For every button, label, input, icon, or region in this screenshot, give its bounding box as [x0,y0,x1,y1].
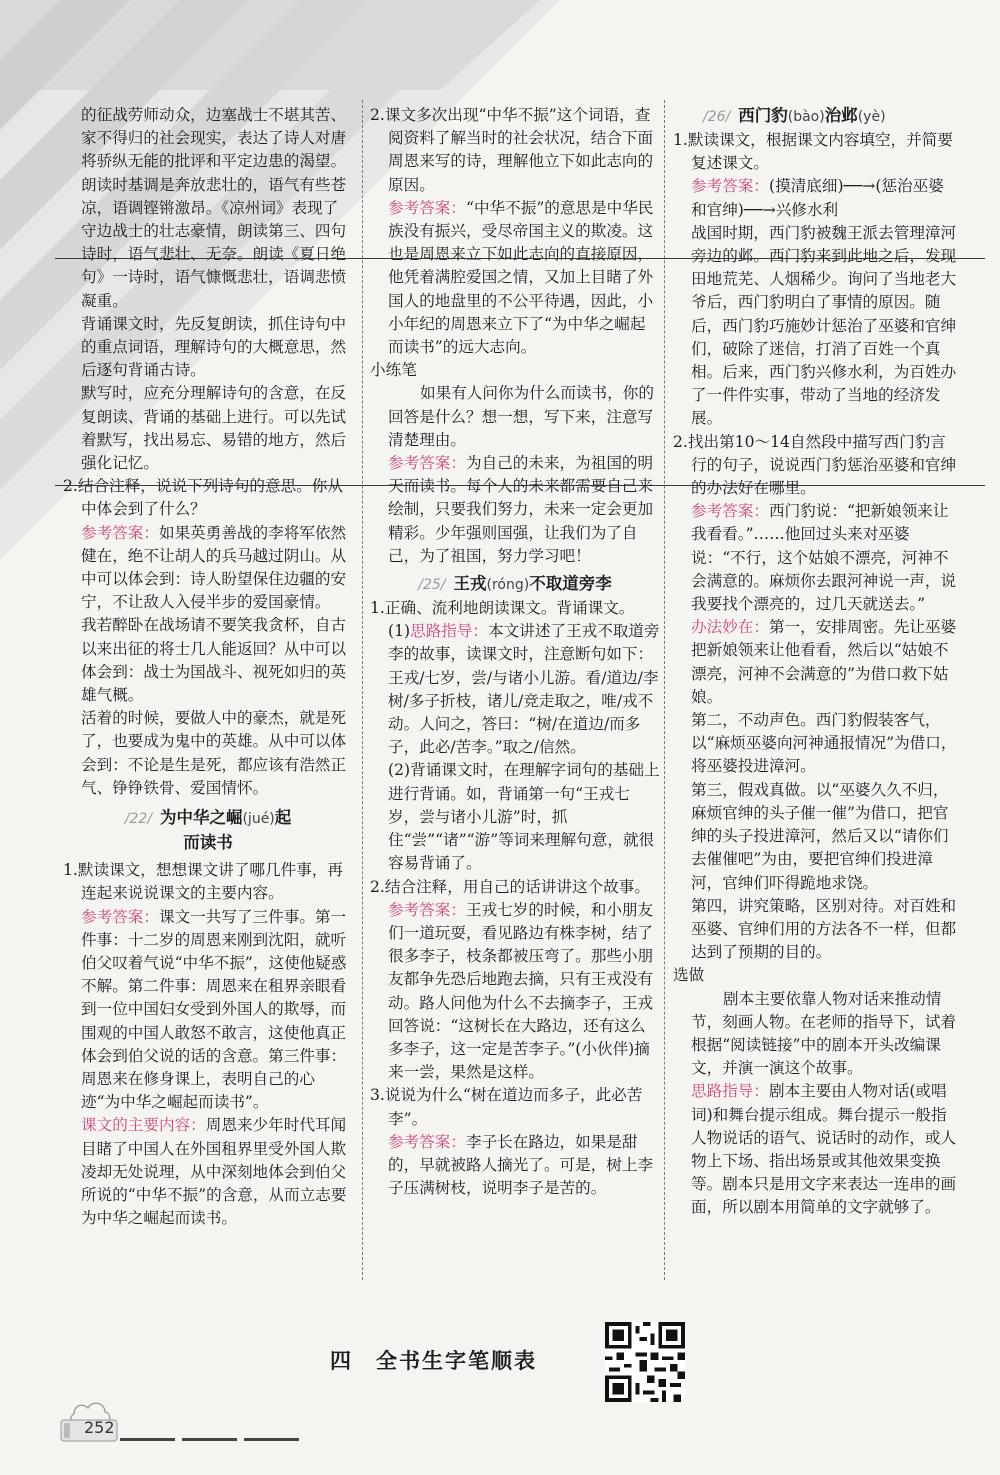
answer-label: 参考答案： [691,502,769,521]
paragraph: 背诵课文时，先反复朗读，抓住诗句中的重点词语，理解诗句的大概意思，然后逐句背诵古诗。 [81,314,347,380]
paragraph: 战国时期，西门豹被魏王派去管理漳河旁边的邺。西门豹来到此地之后，发现田地荒芜、人烟稀少。询问了当地老大爷后，西门豹明白了事情的原因。随后，西门豹巧施妙计惩治了巫婆和官绅们，破除了迷信，打消了百姓一个真相。后来，西门豹兴修水利，为百姓办了一件件实事，带动了当地的经济发展。 [691,223,957,428]
column-2: 2.课文多次出现“中华不振”这个词语，查阅资料了解当时的社会状况，结合下面周恩来写的诗，理解他立下如此志向的原因。 参考答案：“中华不振”的意思是中华民族没有振兴，受尽帝国主义的欺凌。这也是周恩来立下如此志向的直接原因，他凭着满腔爱国之情，又加上目睹了外国人的地盘里的不公平待遇，因此，小小年纪的周恩来立下了“为中华之崛起而读书”的远大志向。 小练笔 如果有人问你为什么而读书，你的回答是什么？想一想，写下来，注意写清楚理由。 参考答案：为自己的未来，为祖国的明天而读书。每个人的未来都需要自己来绘制，只要我们努力，未来一定会更加精彩。少年强则国强，让我们为了自己，为了祖国，努力学习吧！ /25/ 王戎(róng)不取道旁李 1.正确、流利地朗读课文。背诵课文。 (1)思路指导：本文讲述了王戎不取道旁李的故事，读课文时，注意断句如下： 王戎/七岁，尝/与诸小儿游。看/道边/李树/多子折枝，诸儿/竞走取之，唯/戎不动。人问之，答曰：“树/在道边/而多子，此必/苦李。”取之/信然。 (2)背诵课文时，在理解字词句的基础上进行背诵。如，背诵第一句“王戎七岁，尝与诸小儿游”时，抓住“尝”“诸”“游”等词来理解句意，就很容易背诵了。 2.结合注释，用自己的话讲讲这个故事。 参考答案：王戎七岁的时候，和小朋友们一道玩耍，看见路边有株李树，结了很多李子，枝条都被压弯了。那些小朋友都争先恐后地跑去摘，只有王戎没有动。路人问他为什么不去摘李子，王戎回答说：“这树长在大路边，还有这么多李子，这一定是苦李子。”(小伙伴)摘来一尝，果然是这样。 3.说说为什么“树在道边而多子，此必苦李”。 参考答案：李子长在路边，如果是甜的，早就被路人摘光了。可是，树上李子压满树枝，说明李子是苦的。 [370,106,660,1198]
section-heading-line2: 而读书 [183,833,233,853]
question: 1.默读课文，根据课文内容填空，并简要复述课文。 [673,131,953,173]
paragraph: 第二，不动声色。西门豹假装客气，以“麻烦巫婆向河神通报情况”为借口，将巫婆投进漳河。 [691,711,957,776]
answer-label: 参考答案： [81,907,159,926]
answer-label: 参考答案： [388,198,466,217]
footer-decoration [120,1436,300,1442]
answer-label: 办法妙在： [691,618,769,637]
answer-text: 周恩来少年时代耳闻目睹了中国人在外国租界里受外国人欺凌却无处说理，从中深刻地体会到伯父所说的“中华不振”的含意，从而立志要为中华之崛起而读书。 [81,1116,347,1228]
column-divider-1 [362,100,363,1280]
answer-label: 参考答案： [388,454,466,473]
section-heading: /25/ 王戎(róng)不取道旁李 [418,574,612,594]
column-3: /26/ 西门豹(bào)治邺(yè) 1.默读课文，根据课文内容填空，并简要复述课文。 参考答案：(摸清底细)──→(惩治巫婆和官绅)──→兴修水利 战国时期，西门豹被魏王派去管理漳河旁边的邺。西门豹来到此地之后，发现田地荒芜、人烟稀少。询问了当地老大爷后，西门豹明白了事情的原因。随后，西门豹巧施妙计惩治了巫婆和官绅们，破除了迷信，打消了百姓一个真相。后来，西门豹兴修水利，为百姓办了一件件实事，带动了当地的经济发展。 2.找出第10～14自然段中描写西门豹言行的句子，说说西门豹惩治巫婆和官绅的办法好在哪里。 参考答案：西门豹说：“把新娘领来让我看看。”……他回过头来对巫婆说：“不行，这个姑娘不漂亮，河神不会满意的。麻烦你去跟河神说一声，说我要找个漂亮的，过几天就送去。” 办法妙在：第一，安排周密。先让巫婆把新娘领来让他看看，然后以“姑娘不漂亮，河神不会满意的”为借口救下姑娘。 第二，不动声色。西门豹假装客气，以“麻烦巫婆向河神通报情况”为借口，将巫婆投进漳河。 第三，假戏真做。以“巫婆久久不归，麻烦官绅的头子催一催”为借口，把官绅的头子投进漳河，然后又以“请你们去催催吧”为由，要把官绅们投进漳河，官绅们吓得跪地求饶。 第四，讲究策略，区别对待。对百姓和巫婆、官绅们用的方法各不一样，但都达到了预期的目的。 选做 剧本主要依靠人物对话来推动情节，刻画人物。在老师的指导下，试着根据“阅读链接”中的剧本开头改编课文，并演一演这个故事。 思路指导：剧本主要由人物对话(或唱词)和舞台提示组成。舞台提示一般指人物说话的语气、说话时的动作，或人物上下场、指出场景或其他效果变换等。剧本只是用文字来表达一连串的画面，所以剧本用简单的文字就够了。 [673,106,957,1217]
column-1 [63,104,353,1230]
elective-question: 剧本主要依靠人物对话来推动情节，刻画人物。在老师的指导下，试着根据“阅读链接”中的剧本开头改编课文，并演一演这个故事。 [691,989,957,1078]
appendix-section-title: 四 全书生字笔顺表 [330,1349,537,1373]
question: 3.说说为什么“树在道边而多子，此必苦李”。 [370,1086,643,1128]
page-number: 252 [84,1418,115,1437]
question: 1.默读课文，想想课文讲了哪几件事，再连起来说说课文的主要内容。 [63,861,343,903]
pause-marked-text: 王戎/七岁，尝/与诸小儿游。看/道边/李树/多子折枝，诸儿/竞走取之，唯/戎不动。人问之，答曰：“树/在道边/而多子，此必/苦李。”取之/信然。 [388,668,659,757]
answer-text: 西门豹说：“把新娘领来让我看看。”……他回过头来对巫婆说：“不行，这个姑娘不漂亮，河神不会满意的。麻烦你去跟河神说一声，说我要找个漂亮的，过几天就送去。” [691,502,957,614]
guide-label: 思路指导： [691,1082,769,1101]
answer-text: 王戎七岁的时候，和小朋友们一道玩耍，看见路边有株李树，结了很多李子，枝条都被压弯了。那些小朋友都争先恐后地跑去摘，只有王戎没有动。路人问他为什么不去摘李子，王戎回答说：“这树长在大路边，还有这么多李子，这一定是苦李子。”(小伙伴)摘来一尝，果然是这样。 [388,900,654,1082]
qr-code-icon[interactable] [605,1322,685,1402]
answer-label: 参考答案： [388,900,466,919]
practice-question: 如果有人问你为什么而读书，你的回答是什么？想一想，写下来，注意写清楚理由。 [388,384,654,449]
answer-text: 为自己的未来，为祖国的明天而读书。每个人的未来都需要自己来绘制，只要我们努力，未来一定会更加精彩。少年强则国强，让我们为了自己，为了祖国，努力学习吧！ [388,454,654,565]
answer-label: 课文的主要内容： [81,1116,206,1135]
question: 2.找出第10～14自然段中描写西门豹言行的句子，说说西门豹惩治巫婆和官绅的办法好在哪里。 [673,432,957,498]
paragraph: 活着的时候，要做人中的豪杰，就是死了，也要成为鬼中的英雄。从中可以体会到：不论是生是死，都应该有浩然正气、铮铮铁骨、爱国情怀。 [81,709,347,797]
column-divider-2 [664,100,665,1280]
section-heading: /26/ 西门豹(bào)治邺(yè) [703,106,886,125]
answer-label: 参考答案： [81,523,159,542]
question: 2.结合注释，说说下列诗句的意思。你从中体会到了什么？ [63,477,343,519]
answer-text: 剧本主要由人物对话(或唱词)和舞台提示组成。舞台提示一般指人物说话的语气、说话时的动作，或人物上下场、指出场景或其他效果变换等。剧本只是用文字来表达一连串的画面，所以剧本用简单的文字就够了。 [691,1082,957,1217]
paragraph: 默写时，应充分理解诗句的含意，在反复朗读、背诵的基础上进行。可以先试着默写，找出易忘、易错的地方，然后强化记忆。 [81,384,347,473]
question: 2.课文多次出现“中华不振”这个词语，查阅资料了解当时的社会状况，结合下面周恩来写的诗，理解他立下如此志向的原因。 [370,106,654,194]
paragraph: 第三，假戏真做。以“巫婆久久不归，麻烦官绅的头子催一催”为借口，把官绅的头子投进漳河，然后又以“请你们去催催吧”为由，要把官绅们投进漳河，官绅们吓得跪地求饶。 [691,780,949,892]
answer-label: 参考答案： [388,1132,466,1151]
answer-text: (摸清底细)──→(惩治巫婆和官绅)──→兴修水利 [691,177,944,219]
paragraph: 的征战劳师动众，边塞战士不堪其苦、家不得归的社会现实，表达了诗人对唐将骄纵无能的批评和平定边患的渴望。朗读时基调是奔放悲壮的，语气有些苍凉，语调铿锵激昂。《凉州词》表现了守边战士的壮志豪情，朗读第三、四句诗时，语气悲壮、无奈。朗读《夏日绝句》一诗时，语气慷慨悲壮，语调悲愤凝重。 [81,106,347,310]
question: 1.正确、流利地朗读课文。背诵课文。 [370,599,635,618]
answer-text: 课文一共写了三件事。第一件事：十二岁的周恩来刚到沈阳，就听伯父叹着气说“中华不振”，这使他疑惑不解。第二件事：周恩来在租界亲眼看到一位中国妇女受到外国人的欺辱，而围观的中国人敢怒不敢言，这使他真正体会到伯父说的话的含意。第三件事：周恩来在修身课上，表明自己的心迹“为中华之崛起而读书”。 [81,907,347,1112]
paragraph: 第四，讲究策略，区别对待。对百姓和巫婆、官绅们用的方法各不一样，但都达到了预期的目的。 [691,896,957,962]
answer-text: 如果英勇善战的李将军依然健在，绝不让胡人的兵马越过阴山。从中可以体会到：诗人盼望保住边疆的安宁，不让敌人入侵半步的爱国豪情。 [81,523,347,612]
paragraph: 我若醉卧在战场请不要笑我贪杯，自古以来出征的将士几人能返回？从中可以体会到：战士为国战斗、视死如归的英雄气概。 [81,616,347,705]
elective-title: 选做 [673,966,705,985]
answer-text: 李子长在路边，如果是甜的，早就被路人摘光了。可是，树上李子压满树枝，说明李子是苦的。 [388,1132,654,1198]
guide-label: 思路指导： [410,622,489,641]
answer-label: 参考答案： [691,177,769,196]
practice-title: 小练笔 [370,361,417,380]
section-heading: /22/ 为中华之崛(jué)起 [124,808,292,828]
question: 2.结合注释，用自己的话讲讲这个故事。 [370,877,650,896]
answer-text: “中华不振”的意思是中华民族没有振兴，受尽帝国主义的欺凌。这也是周恩来立下如此志向的直接原因，他凭着满腔爱国之情，又加上目睹了外国人的地盘里的不公平待遇，因此，小小年纪的周恩来立下了“为中华之崛起而读书”的远大志向。 [388,198,654,357]
